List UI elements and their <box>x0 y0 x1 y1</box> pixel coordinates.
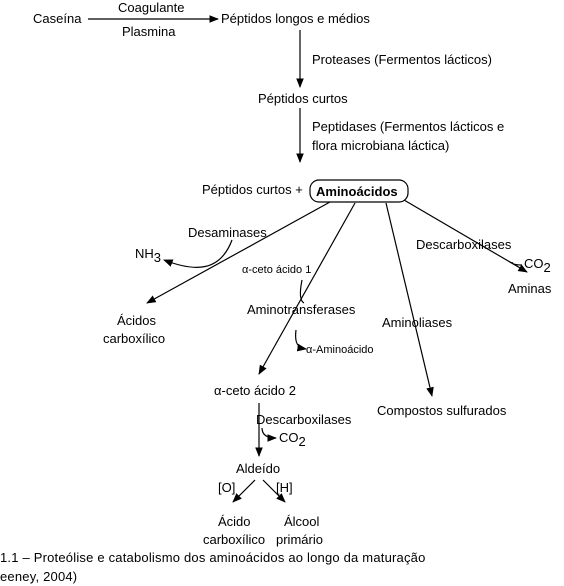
descarboxilases-right-label: Descarboxilases <box>416 237 512 252</box>
alcool-label-line1: Álcool <box>284 514 320 529</box>
peptidos-curtos-label: Péptidos curtos <box>258 91 348 106</box>
descarboxilases-left-label: Descarboxilases <box>256 412 352 427</box>
aminoliases-arrow <box>386 203 432 396</box>
aminoliases-label: Aminoliases <box>382 315 453 330</box>
coagulante-label: Coagulante <box>118 0 185 15</box>
co2-left-label: CO2 <box>279 430 306 449</box>
nh3-label: NH3 <box>135 246 162 265</box>
alpha-aminoacido-side-arrow <box>296 330 306 349</box>
descarboxilases-right-arrow <box>404 200 527 272</box>
acido-label-line1: Ácido <box>218 514 251 529</box>
peptidos-longos-label: Péptidos longos e médios <box>221 11 370 26</box>
aminoacidos-label: Aminoácidos <box>316 184 398 199</box>
aminas-label: Aminas <box>508 281 552 296</box>
compostos-sulfurados-label: Compostos sulfurados <box>377 403 507 418</box>
peptidases-label-line2: flora microbiana láctica) <box>312 138 450 153</box>
caseina-label: Caseína <box>33 11 82 26</box>
proteases-label: Proteases (Fermentos lácticos) <box>312 52 492 67</box>
co2-left-side-arrow <box>262 428 276 438</box>
oxidation-arrow <box>233 480 255 502</box>
peptidases-label-line1: Peptidases (Fermentos lácticos e <box>312 119 505 134</box>
alpha-aminoacido-label: α-Aminoácido <box>306 344 374 356</box>
acidos-label-line2: carboxílico <box>103 331 166 346</box>
caption-line2: eeney, 2004) <box>0 569 78 584</box>
aminotransferases-label: Aminotransferases <box>247 302 356 317</box>
oxidation-label: [O] <box>218 480 236 495</box>
alcool-label-line2: primário <box>276 532 323 547</box>
plasmina-label: Plasmina <box>122 24 176 39</box>
co2-right-label: CO2 <box>524 256 551 275</box>
figure-caption <box>0 548 564 586</box>
acidos-label-line1: Ácidos <box>117 313 157 328</box>
desaminases-label: Desaminases <box>188 225 267 240</box>
desaminases-arrow <box>147 202 330 303</box>
nh3-side-arrow <box>164 240 232 267</box>
peptidos-curtos-plus-label: Péptidos curtos + <box>202 182 303 197</box>
caption-line1: 1.1 – Proteólise e catabolismo dos aminoácidos ao longo da maturação <box>0 550 426 565</box>
alpha-ceto-1-connector <box>300 280 304 303</box>
acido-label-line2: carboxílico <box>203 532 266 547</box>
reduction-label: [H] <box>276 480 293 495</box>
alpha-ceto-1-label: α-ceto ácido 1 <box>242 264 312 276</box>
alpha-ceto-2-label: α-ceto ácido 2 <box>214 383 296 398</box>
aldeido-label: Aldeído <box>236 461 281 476</box>
